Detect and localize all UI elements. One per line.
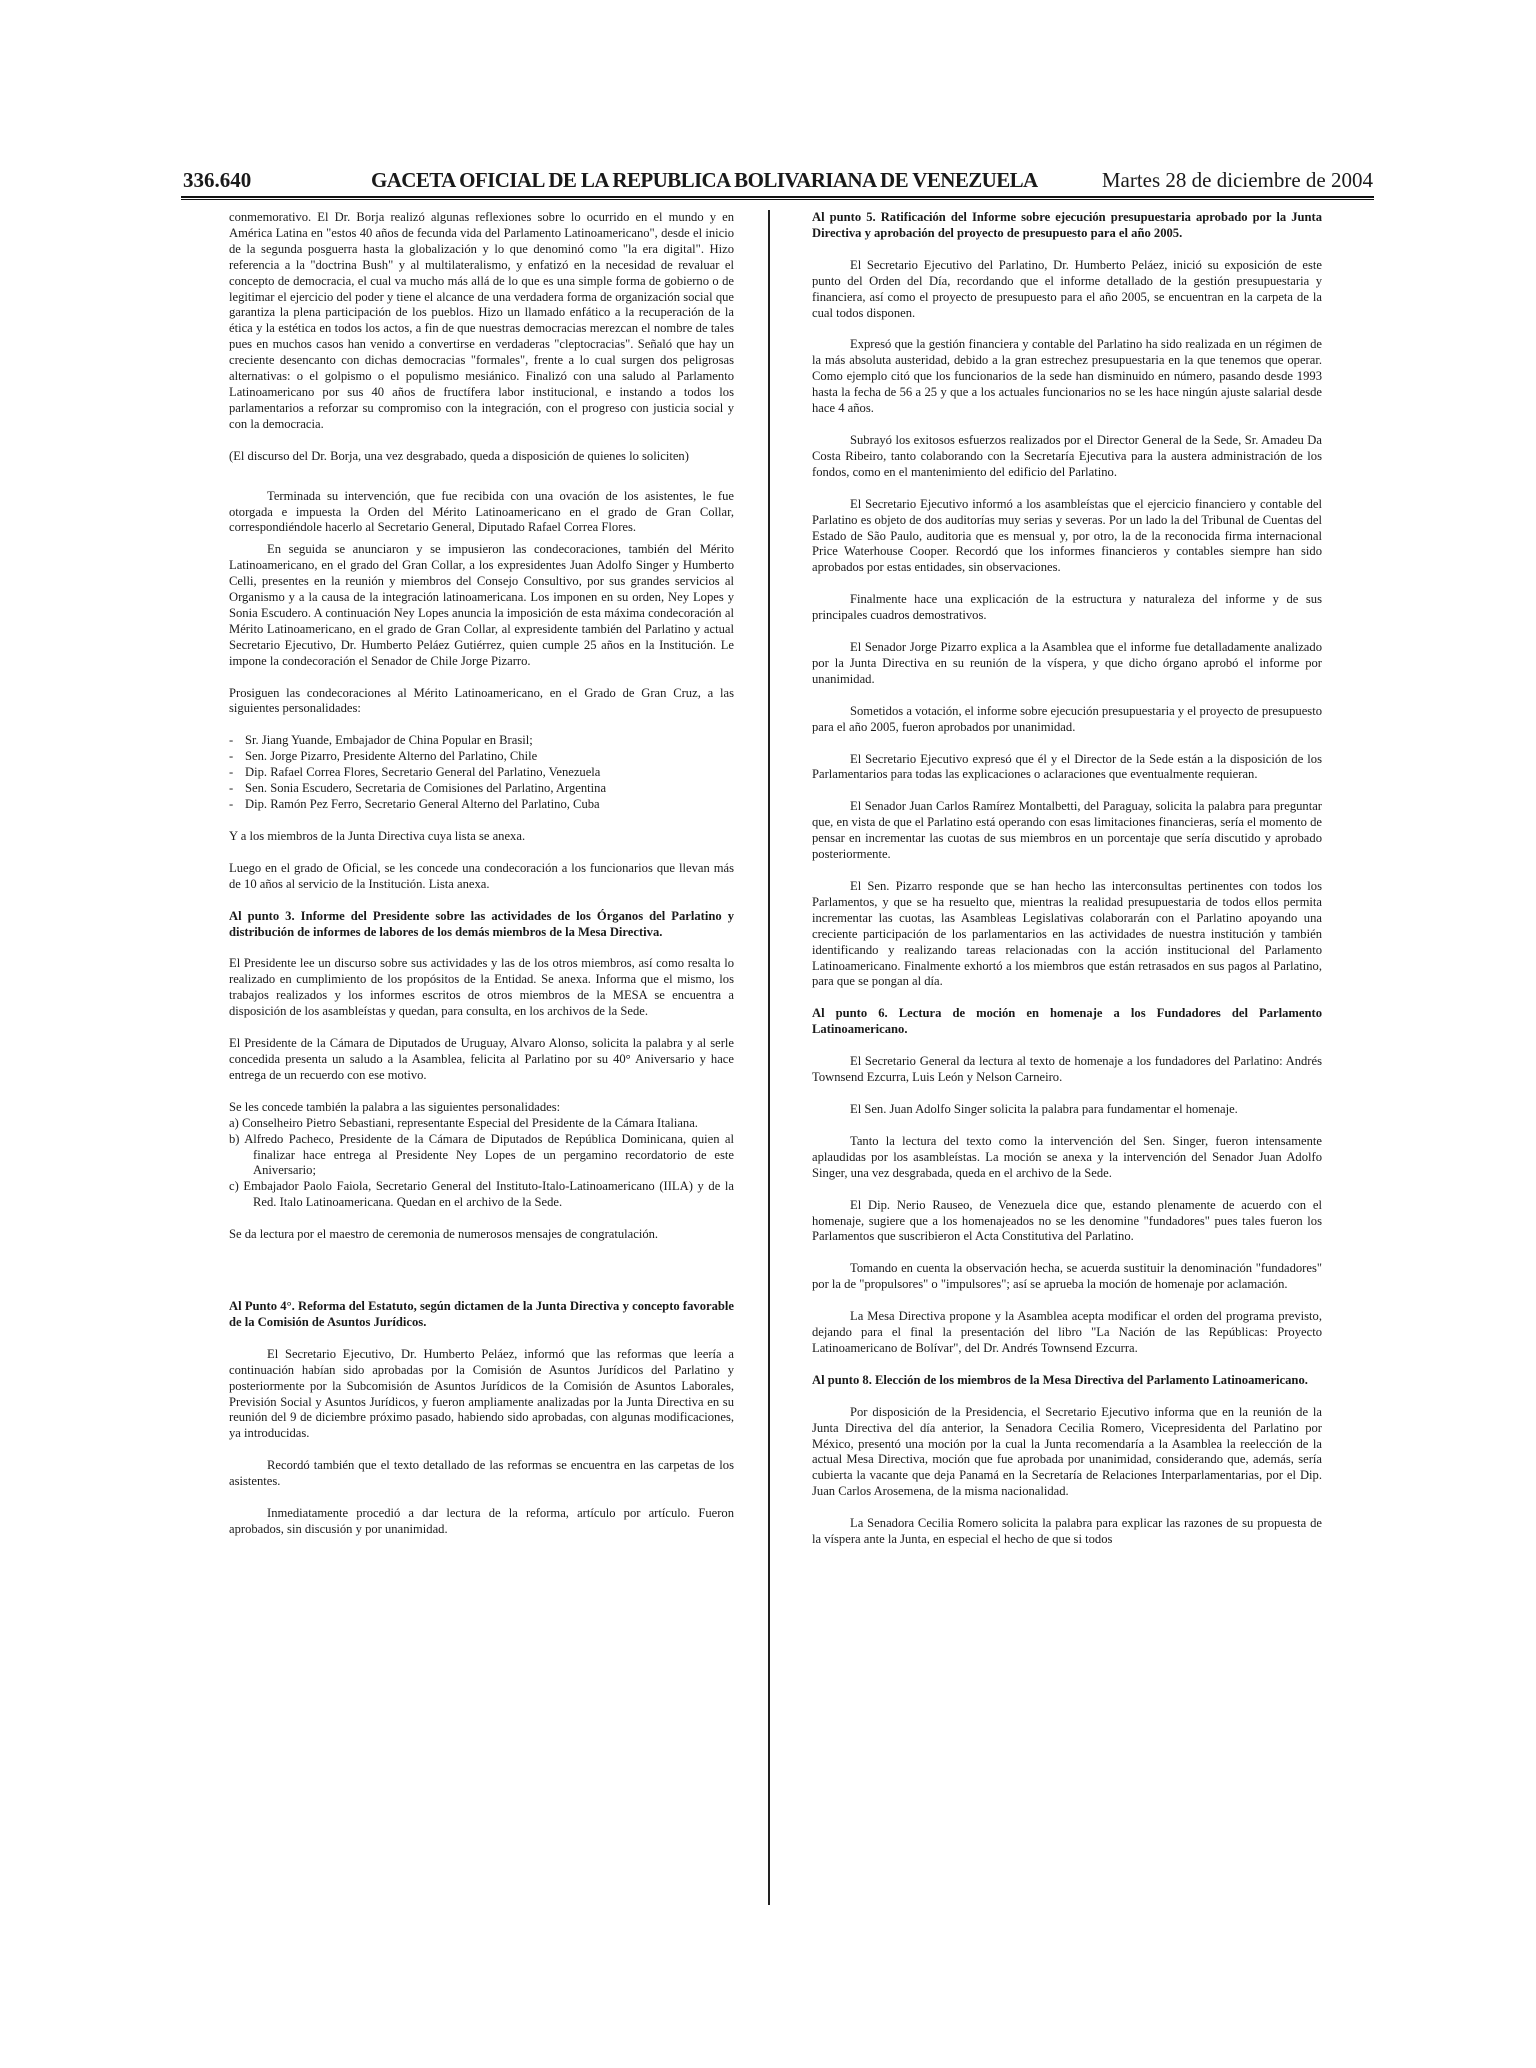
paragraph: Expresó que la gestión financiera y contable del Parlatino ha sido realizada en un régimen de la más absoluta austeridad, debido a la gran estrechez presupuestaria en la que tenemos que operar. Como ejemplo citó que los funcionarios de la sede han disminuido en número, pasando desde 1993 hasta la fecha de 56 a 25 y que a los actuales funcionarios no se les hace ningún ajuste salarial desde hace 4 años.: [812, 337, 1322, 416]
paragraph: Se les concede también la palabra a las siguientes personalidades:: [229, 1099, 561, 1114]
paragraph: El Dip. Nerio Rauseo, de Venezuela dice que, estando plenamente de acuerdo con el homenaje, sugiere que a los homenajeados no se les denomine "fundadores" pues tales fueron los Parlamentos que suscribieron el Acta Constitutiva del Parlatino.: [812, 1197, 1322, 1244]
paragraph: El Sen. Juan Adolfo Singer solicita la palabra para fundamentar el homenaje.: [850, 1101, 1238, 1116]
list-item: - Dip. Rafael Correa Flores, Secretario General del Parlatino, Venezuela: [229, 765, 734, 781]
header-rule-secondary: [181, 199, 1374, 200]
page-number: 336.640: [183, 168, 252, 192]
header-rule: [181, 196, 1374, 198]
section-heading: Al punto 8. Elección de los miembros de la Mesa Directiva del Parlamento Latinoamericano.: [812, 1372, 1308, 1387]
paragraph: El Presidente de la Cámara de Diputados de Uruguay, Alvaro Alonso, solicita la palabra y al serle concedida presenta un saludo a la Asamblea, felicita al Parlatino por su 40° Aniversario y hace entrega de un recuerdo con ese motivo.: [229, 1036, 734, 1082]
speakers-list: [229, 1116, 734, 1211]
paragraph: conmemorativo. El Dr. Borja realizó algunas reflexiones sobre lo ocurrido en el mundo y en América Latina en "estos 40 años de fecunda vida del Parlamento Latinoamericano", desde el inicio de la segunda posguerra hasta la globalización y lo que denominó como "la era digital". Hizo referencia a la "doctrina Bush" y al multilateralismo, y enfatizó en la necesidad de revaluar el concepto de democracia, el cual va mucho más allá de lo que es una simple forma de gobierno o de legitimar el ejercicio del poder y tiene el alcance de una verdadera forma de organización social que garantiza la plena participación de los pueblos. Hizo un llamado enfático a la recuperación de la ética y la estética en todos los actos, a fin de que nuestras democracias merezcan el nombre de tales pues en muchos casos han venido a convertirse en verdaderas "cleptocracias". Señaló que hay un creciente desencanto con dichas democracias "formales", frente a lo cual surgen dos peligrosas alternativas: o el golpismo o el populismo mesiánico. Finalizó con una saludo al Parlamento Latinoamericano por sus 40 años de fructífera labor institucional, e instando a todos los parlamentarios a reforzar su compromiso con la integración, con el progreso con justicia social y con la democracia.: [229, 210, 734, 431]
left-column: [229, 210, 734, 1554]
list-item: - Sen. Sonia Escudero, Secretaria de Comisiones del Parlatino, Argentina: [229, 781, 734, 797]
list-item: [229, 1116, 734, 1132]
paragraph: El Secretario General da lectura al texto de homenaje a los fundadores del Parlatino: Andrés Townsend Ezcurra, Luis León y Nelson Carneiro.: [812, 1054, 1322, 1085]
paragraph: En seguida se anunciaron y se impusieron las condecoraciones, también del Mérito Latinoamericano, en el grado del Gran Collar, a los expresidentes Juan Adolfo Singer y Humberto Celli, presentes en la reunión y miembros del Consejo Consultivo, por sus grandes servicios al Organismo y a la causa de la integración latinoamericana. Los imponen en su orden, Ney Lopes y Sonia Escudero. A continuación Ney Lopes anuncia la imposición de esta máxima condecoración al Mérito Latinoamericano, en el grado de Gran Collar, al expresidente también del Parlatino y actual Secretario Ejecutivo, Dr. Humberto Peláez Gutiérrez, quien cumple 25 años en la Institución. Le impone la condecoración el Senador de Chile Jorge Pizarro.: [229, 542, 734, 668]
section-heading: Al punto 5. Ratificación del Informe sobre ejecución presupuestaria aprobado por la Junta Directiva y aprobación del proyecto de presupuesto para el año 2005.: [812, 210, 1322, 240]
paragraph: Por disposición de la Presidencia, el Secretario Ejecutivo informa que en la reunión de la Junta Directiva del día anterior, la Senadora Cecilia Romero, Vicepresidenta del Parlatino por México, presentó una moción por la cual la Junta recomendaría a la Asamblea la reelección de la actual Mesa Directiva, moción que fue aprobada por unanimidad, considerando que, además, sería cubierta la vacante que deja Panamá en la Secretaría de Relaciones Interparlamentarias, por el Dip. Juan Carlos Arosemena, de la misma nacionalidad.: [812, 1404, 1322, 1499]
column-divider: [768, 210, 770, 1905]
paragraph: La Senadora Cecilia Romero solicita la palabra para explicar las razones de su propuesta de la víspera ante la Junta, en especial el hecho de que si todos: [812, 1516, 1322, 1547]
paragraph: El Sen. Pizarro responde que se han hecho las interconsultas pertinentes con todos los Parlamentos, y que se ha resuelto que, mientras la realidad presupuestaria de todos ellos permita incrementar las cuotas, las Asambleas Legislativas colaborarán con el Parlatino apoyando una creciente participación de los parlamentarios en las actividades de nuestra institución y también identificando y realizando tareas relacionadas con la acción institucional del Parlamento Latinoamericano. Finalmente exhortó a los miembros que están retrasados en sus pagos al Parlatino, para que se pongan al día.: [812, 879, 1322, 989]
page-header: [183, 168, 1373, 194]
paragraph: Inmediatamente procedió a dar lectura de la reforma, artículo por artículo. Fueron aprobados, sin discusión y por unanimidad.: [229, 1506, 734, 1536]
section-heading: Al punto 3. Informe del Presidente sobre las actividades de los Órganos del Parlatino y distribución de informes de labores de los demás miembros de la Mesa Directiva.: [229, 908, 734, 939]
paragraph: El Senador Jorge Pizarro explica a la Asamblea que el informe fue detalladamente analizado por la Junta Directiva en su reunión de la víspera, y que dicho órgano aprobó el informe por unanimidad.: [812, 640, 1322, 686]
paragraph: Tomando en cuenta la observación hecha, se acuerda sustituir la denominación "fundadores" por la de "propulsores" o "impulsores"; así se aprueba la moción de homenaje por aclamación.: [812, 1261, 1322, 1292]
list-marker: c): [229, 1179, 239, 1194]
paragraph: Y a los miembros de la Junta Directiva cuya lista se anexa.: [229, 828, 526, 843]
list-marker: a): [229, 1115, 239, 1130]
paragraph: El Secretario Ejecutivo del Parlatino, Dr. Humberto Peláez, inició su exposición de este punto del Orden del Día, recordando que el informe detallado de la gestión presupuestaria y financiera, así como el proyecto de presupuesto para el año 2005, se encuentran en la carpeta de la cual todos disponen.: [812, 257, 1322, 320]
paragraph: Se da lectura por el maestro de ceremonia de numerosos mensajes de congratulación.: [229, 1227, 659, 1242]
spacer: [229, 1259, 734, 1299]
decoration-recipients-list: [229, 733, 734, 813]
publication-title: GACETA OFICIAL DE LA REPUBLICA BOLIVARIANA DE VENEZUELA: [371, 168, 1038, 192]
list-text: Alfredo Pacheco, Presidente de la Cámara de Diputados de República Dominicana, quien al finalizar hace entrega al Presidente Ney Lopes de un pergamino recordatorio de este Aniversario;: [244, 1131, 734, 1178]
list-item: [229, 1179, 734, 1211]
paragraph: Terminada su intervención, que fue recibida con una ovación de los asistentes, le fue otorgada e impuesta la Orden del Mérito Latinoamericano en el grado de Gran Collar, correspondiéndole hacerlo al Secretario General, Diputado Rafael Correa Flores.: [229, 488, 734, 535]
paragraph: Finalmente hace una explicación de la estructura y naturaleza del informe y de sus principales cuadros demostrativos.: [812, 592, 1322, 623]
list-item: - Dip. Ramón Pez Ferro, Secretario General Alterno del Parlatino, Cuba: [229, 797, 734, 813]
section-heading: Al Punto 4°. Reforma del Estatuto, según dictamen de la Junta Directiva y concepto favorable de la Comisión de Asuntos Jurídicos.: [229, 1299, 734, 1329]
list-item: - Sr. Jiang Yuande, Embajador de China Popular en Brasil;: [229, 733, 734, 749]
list-text: Embajador Paolo Faiola, Secretario General del Instituto-Italo-Latinoamericano (IILA) y de la Red. Italo Latinoamericana. Quedan en el archivo de la Sede.: [243, 1179, 734, 1210]
right-column: [812, 210, 1322, 1564]
paragraph: Subrayó los exitosos esfuerzos realizados por el Director General de la Sede, Sr. Amadeu Da Costa Ribeiro, tanto colaborando con la Secretaría Ejecutiva para la austera administración de los fondos, como en el mantenimiento del edificio del Parlatino.: [812, 432, 1322, 479]
section-heading: Al punto 6. Lectura de moción en homenaje a los Fundadores del Parlamento Latinoamericano.: [812, 1006, 1322, 1037]
paragraph: Prosiguen las condecoraciones al Mérito Latinoamericano, en el Grado de Gran Cruz, a las siguientes personalidades:: [229, 685, 734, 716]
paragraph: El Senador Juan Carlos Ramírez Montalbetti, del Paraguay, solicita la palabra para preguntar que, en vista de que el Parlatino está operando con esas limitaciones financieras, sería el momento de pensar en incrementar las cuotas de sus miembros en un porcentaje que sería discutido y aprobado posteriormente.: [812, 799, 1322, 862]
issue-date: Martes 28 de diciembre de 2004: [1101, 168, 1373, 192]
list-item: - Sen. Jorge Pizarro, Presidente Alterno del Parlatino, Chile: [229, 749, 734, 765]
paragraph: La Mesa Directiva propone y la Asamblea acepta modificar el orden del programa previsto, dejando para el final la presentación del libro "La Nación de las Repúblicas: Proyecto Latinoamericano de Bolívar", del Dr. Andrés Townsend Ezcurra.: [812, 1309, 1322, 1355]
paragraph: (El discurso del Dr. Borja, una vez desgrabado, queda a disposición de quienes lo soliciten): [229, 448, 689, 463]
list-marker: b): [229, 1131, 240, 1146]
paragraph: El Secretario Ejecutivo, Dr. Humberto Peláez, informó que las reformas que leería a continuación habían sido aprobadas por la Comisión de Asuntos Jurídicos del Parlatino y posteriormente por la Subcomisión de Asuntos Jurídicos de la Comisión de Asuntos Laborales, Previsión Social y Asuntos Jurídicos, y fueron ampliamente analizadas por la Junta Directiva en su reunión del 9 de diciembre próximo pasado, habiendo sido aprobadas, con algunas modificaciones, ya introducidas.: [229, 1346, 734, 1441]
list-item: [229, 1132, 734, 1180]
paragraph: Tanto la lectura del texto como la intervención del Sen. Singer, fueron intensamente aplaudidas por los asambleístas. La moción se anexa y la intervención del Senador Juan Adolfo Singer, una vez desgrabada, queda en el archivo de la Sede.: [812, 1133, 1322, 1180]
paragraph: Sometidos a votación, el informe sobre ejecución presupuestaria y el proyecto de presupuesto para el año 2005, fueron aprobados por unanimidad.: [812, 703, 1322, 734]
paragraph: Recordó también que el texto detallado de las reformas se encuentra en las carpetas de los asistentes.: [229, 1458, 734, 1489]
paragraph: El Presidente lee un discurso sobre sus actividades y las de los otros miembros, así como resalta lo realizado en cumplimiento de los propósitos de la Entidad. Se anexa. Informa que el mismo, los trabajos realizados y los informes escritos de otros miembros de la MESA se encuentra a disposición de los asambleístas y quedan, para consulta, en los archivos de la Sede.: [229, 956, 734, 1019]
paragraph: El Secretario Ejecutivo informó a los asambleístas que el ejercicio financiero y contable del Parlatino es objeto de dos auditorías muy serias y severas. Por un lado la del Tribunal de Cuentas del Estado de São Paulo, auditoria que es mensual y, por otro, la de la reconocida firma internacional Price Waterhouse Cooper. Recordó que los informes financieros y contables siempre han sido aprobados por estas entidades, sin observaciones.: [812, 496, 1322, 575]
list-text: Conselheiro Pietro Sebastiani, representante Especial del Presidente de la Cámara Italiana.: [241, 1115, 698, 1130]
paragraph: El Secretario Ejecutivo expresó que él y el Director de la Sede están a la disposición de los Parlamentarios para todas las explicaciones o aclaraciones que eventualmente requieran.: [812, 751, 1322, 782]
paragraph: Luego en el grado de Oficial, se les concede una condecoración a los funcionarios que llevan más de 10 años al servicio de la Institución. Lista anexa.: [229, 860, 734, 891]
